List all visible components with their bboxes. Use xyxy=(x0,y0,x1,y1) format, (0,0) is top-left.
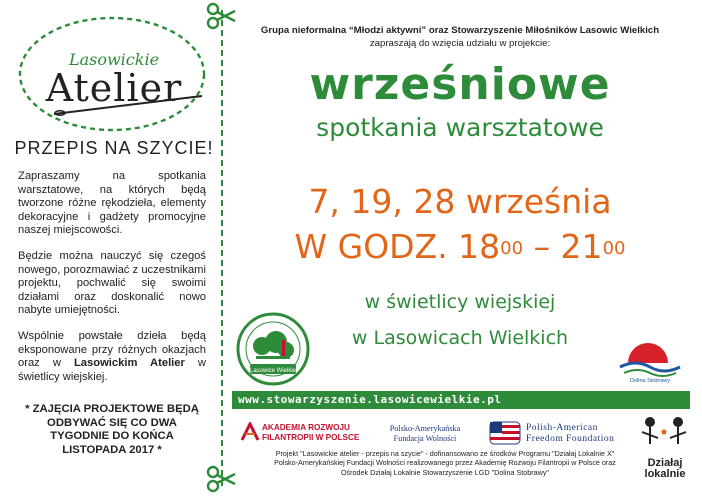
arfp-logo-text xyxy=(262,423,359,443)
paragraph-invite: Zapraszamy na spotkania warsztatowe, na których będą tworzone różne rękodzieła, elementy dekoracyjne i gadżety promocyjne naszej miejscowości. xyxy=(18,170,206,237)
paragraph-exhibit xyxy=(18,330,206,384)
paragraph-exhibit-start: Wspólnie powstałe dzieła będą eksponowane przy różnych okazjach oraz w xyxy=(18,329,206,370)
event-hours xyxy=(240,228,680,266)
lasowice-stamp-logo xyxy=(236,312,310,386)
dzialaj-lokalnie-text xyxy=(636,458,694,480)
event-dates: 7, 19, 28 września xyxy=(308,182,612,221)
dolina-stobrawy-logo xyxy=(616,343,684,393)
event-place-line2: w Lasowicach Wielkich xyxy=(351,327,569,349)
credits-line3: Ośrodek Działaj Lokalnie Stowarzyszenie LGD "Dolina Stobrawy" xyxy=(340,467,550,477)
hours-end: – 21 xyxy=(523,227,603,266)
dolina-label: Dolina Stobrawy xyxy=(629,378,671,384)
paff-line1: Polish-American xyxy=(526,423,598,433)
hours-prefix: W GODZ. 18 xyxy=(294,227,501,266)
credits-line1: Projekt "Lasowickie atelier - przepis na szycie" - dofinansowano ze środków Programu "Działaj Lokalnie X" xyxy=(275,449,615,458)
logo-script-text: Lasowickie xyxy=(68,50,160,69)
pafw-line1: Polsko-Amerykańska xyxy=(389,424,461,433)
stamp-label: Lasowice Wielkie xyxy=(249,368,297,374)
arfp-line2: FILANTROPII W POLSCE xyxy=(262,433,360,442)
flag-logo-icon xyxy=(488,420,522,446)
event-place-line1: w świetlicy wiejskiej xyxy=(364,291,556,313)
paff-logo-text xyxy=(526,423,614,445)
left-description xyxy=(18,170,206,396)
credits-line2: Polsko-Amerykańskiej Fundacji Wolności realizowanego przez Akademię Rozwoju Filantropii w Polsce oraz xyxy=(274,458,616,468)
paff-line2: Freedom Foundation xyxy=(526,434,615,444)
paragraph-exhibit-end: w świetlicy wiejskiej. xyxy=(18,357,206,383)
logo-main-text: Atelier xyxy=(45,66,183,110)
logo-tagline: PRZEPIS NA SZYCIE! xyxy=(14,138,214,158)
main-title: wrześniowe xyxy=(309,59,611,110)
dl-line2: lokalnie xyxy=(644,468,686,480)
atelier-name: Lasowickim Atelier xyxy=(73,357,185,370)
invitation-line: zapraszają do wzięcia udziału w projekcie: xyxy=(369,38,551,49)
funding-credits xyxy=(240,449,650,477)
paragraph-learn: Będzie można nauczyć się czegoś nowego, porozmawiać z uczestnikami projektu, pochwalić się swoimi działami oraz doskonalić nowo nabyte umiejętności. xyxy=(18,249,206,317)
atelier-logo xyxy=(14,14,214,172)
scissors-icon xyxy=(205,465,237,493)
website-link[interactable]: www.stowarzyszenie.lasowicewielkie.pl xyxy=(238,393,502,406)
schedule-note: * ZAJĘCIA PROJEKTOWE BĘDĄ ODBYWAĆ SIĘ CO DWA TYGODNIE DO KOŃCA LISTOPADA 2017 * xyxy=(25,403,199,456)
cut-line xyxy=(221,10,223,486)
organizers-line: Grupa nieformalna “Młodzi aktywni” oraz Stowarzyszenie Miłośników Lasowic Wielkich xyxy=(260,25,660,36)
hours-end-minutes: 00 xyxy=(602,238,626,259)
pafw-logo-text xyxy=(370,424,480,444)
pafw-line2: Fundacja Wolności xyxy=(393,434,457,443)
arfp-line1: AKADEMIA ROZWOJU xyxy=(262,423,350,432)
hours-start-minutes: 00 xyxy=(500,238,524,259)
arfp-logo-icon xyxy=(240,422,260,442)
dl-line1: Działaj xyxy=(647,457,683,469)
subtitle: spotkania warsztatowe xyxy=(316,113,604,142)
